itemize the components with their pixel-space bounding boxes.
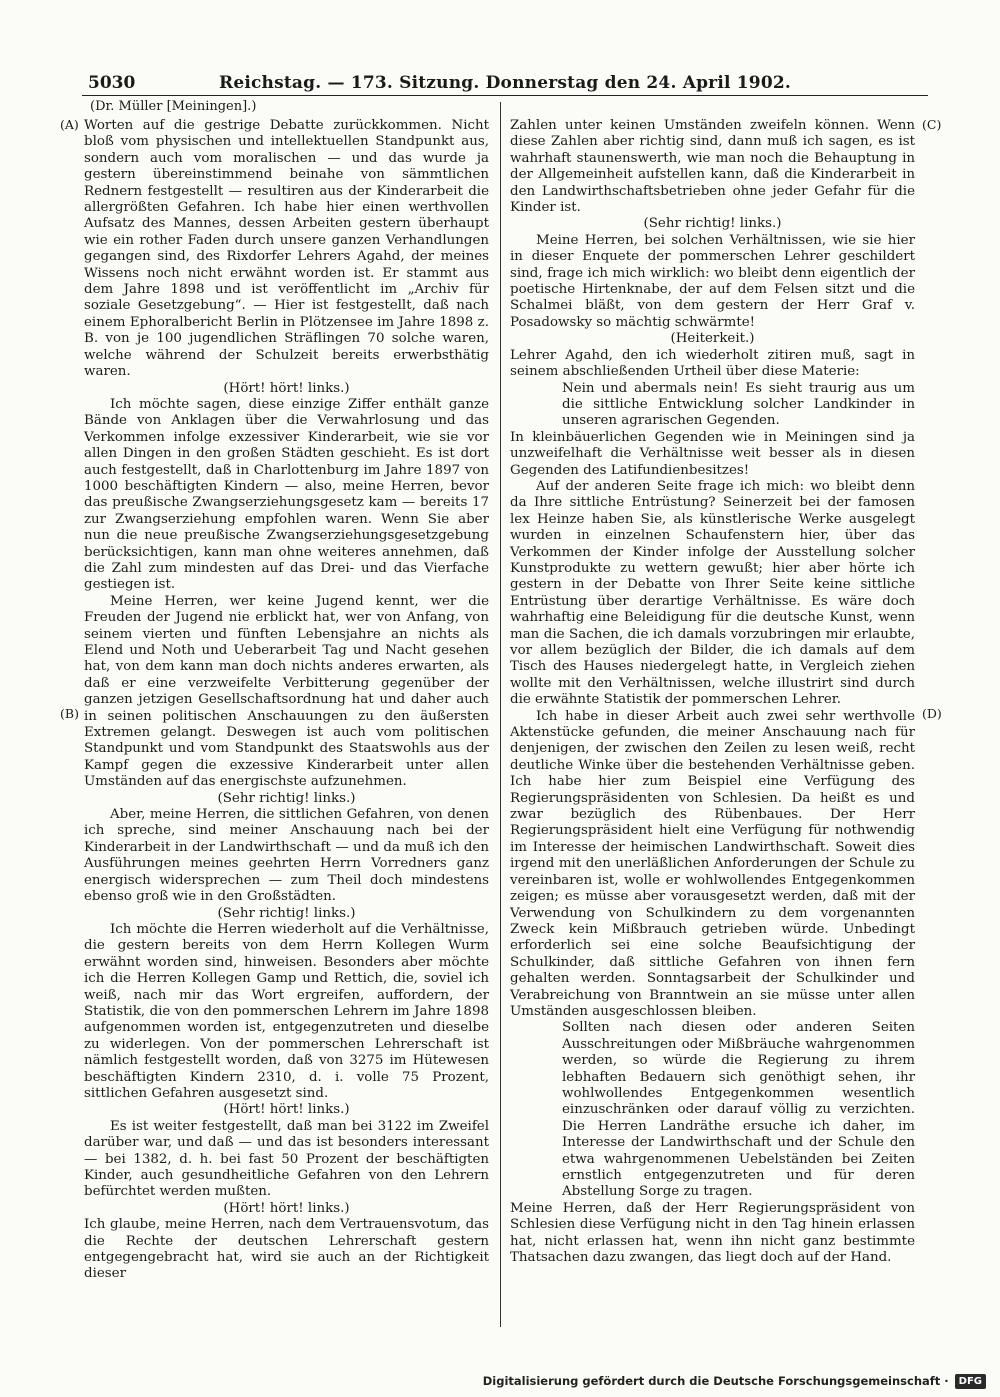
- paragraph: Ich möchte sagen, diese einzige Ziffer enthält ganze Bände von Anklagen über die Verwahrlosung und das Verkommen infolge exzessiver Kinderarbeit, wie sie vor allen Dingen in den großen Städten geschieht. Es ist dort auch festgestellt, daß in Charlottenburg im Jahre 1897 von 1000 beschäftigten Kindern — also, meine Herren, bevor das preußische Zwangserziehungsgesetz kam — bereits 17 zur Zwangserziehung empfohlen waren. Wenn Sie aber nun die neue preußische Zwangserziehungsgesetzgebung berücksichtigen, kann man ohne weiteres annehmen, daß die Zahl zum mindesten auf das Drei- und das Vierfache gestiegen ist.: [84, 396, 489, 593]
- paragraph: Meine Herren, wer keine Jugend kennt, wer die Freuden der Jugend nie erblickt hat, wer von Anfang, von seinem vierten und fünften Lebensjahre an nichts als Elend und Noth und Ueberarbeit Tag und Nacht gesehen hat, von dem kann man doch nichts anderes erwarten, als daß er eine verzweifelte Verbitterung gegenüber der ganzen jetzigen Gesellschaftsordnung hat und daher auch in seinen politischen Anschauungen zu den äußersten Extremen gelangt. Deswegen ist auch vom politischen Standpunkt und vom Standpunkt des Staatswohls aus der Kampf gegen die exzessive Kinderarbeit unter allen Umständen auf das energischste aufzunehmen.: [84, 593, 489, 790]
- interjection: (Sehr richtig! links.): [217, 905, 356, 921]
- margin-marker-a: (A): [60, 117, 79, 132]
- interjection: (Hört! hört! links.): [223, 380, 350, 396]
- dfg-logo: DFG: [955, 1374, 986, 1389]
- paragraph: Ich habe in dieser Arbeit auch zwei sehr werthvolle Aktenstücke gefunden, die meiner Anschauung nach für denjenigen, der zwischen den Zeilen zu lesen weiß, recht deutliche Winke über die bestehenden Verhältnisse geben. Ich habe hier zum Beispiel eine Verfügung des Regierungspräsidenten von Schlesien. Da heißt es und zwar bezüglich des Rübenbaues. Der Herr Regierungspräsident hielt eine Verfügung für nothwendig im Interesse der heimischen Landwirthschaft. Soweit dies irgend mit den unerläßlichen Anforderungen der Schule zu vereinbaren ist, wolle er wohlwollendes Entgegenkommen zeigen; es müsse aber vorausgesetzt werden, daß mit der Verwendung von Schulkindern zu dem vorgenannten Zweck kein Mißbrauch getrieben würde. Unbedingt erforderlich sei eine solche Beaufsichtigung der Schulkinder, daß sittliche Gefahren von ihnen fern gehalten werden. Sonntagsarbeit der Schulkinder und Verabreichung von Branntwein an sie müsse unter allen Umständen ausgeschlossen bleiben.: [510, 708, 915, 1019]
- footer-text: Digitalisierung gefördert durch die Deutsche Forschungsgemeinschaft ·: [482, 1374, 949, 1388]
- paragraph: Worten auf die gestrige Debatte zurückkommen. Nicht bloß vom physischen und intellektuellen Standpunkt aus, sondern auch vom moralischen — und das wurde ja gestern übereinstimmend beinahe von sämmtlichen Rednern festgestellt — resultiren aus der Kinderarbeit die allergrößten Gefahren. Ich habe hier einen werthvollen Aufsatz des Mannes, dessen Arbeiten gestern überhaupt wie ein rother Faden durch unsere ganzen Verhandlungen gegangen sind, des Rixdorfer Lehrers Agahd, der meines Wissens noch nicht erwähnt worden ist. Er stammt aus dem Jahre 1898 und ist veröffentlicht im „Archiv für soziale Gesetzgebung“. — Hier ist festgestellt, daß nach einem Ephoralbericht Berlin in Plötzensee im Jahre 1898 z. B. von je 100 jugendlichen Sträflingen 70 solche waren, welche während der Schulzeit bereits erwerbsthätig waren.: [84, 118, 489, 380]
- interjection: (Sehr richtig! links.): [643, 216, 782, 232]
- paragraph: Aber, meine Herren, die sittlichen Gefahren, von denen ich spreche, sind meiner Anschauung nach bei der Kinderarbeit in der Landwirthschaft — und da muß ich den Ausführungen meines geehrten Herrn Vorredners ganz energisch widersprechen — zum Theil doch mindestens ebenso groß wie in den Großstädten.: [84, 807, 489, 905]
- speaker-line: (Dr. Müller [Meiningen].): [90, 99, 257, 114]
- page-number: 5030: [88, 73, 136, 93]
- right-column: [510, 118, 915, 1266]
- interjection: (Hört! hört! links.): [223, 1102, 350, 1118]
- column-divider: [500, 102, 501, 1327]
- interjection: (Hört! hört! links.): [223, 1200, 350, 1216]
- margin-marker-d: (D): [922, 706, 942, 721]
- paragraph: Zahlen unter keinen Umständen zweifeln können. Wenn diese Zahlen aber richtig sind, dann muß ich sagen, es ist wahrhaft staunenswerth, wie man noch die Behauptung in der Allgemeinheit aufstellen kann, daß die Kinderarbeit in den Landwirthschaftsbetrieben ohne jeder Gefahr für die Kinder ist.: [510, 118, 915, 216]
- paragraph: Auf der anderen Seite frage ich mich: wo bleibt denn da Ihre sittliche Entrüstung? Seinerzeit bei der famosen lex Heinze haben Sie, als künstlerische Werke ausgelegt wurden in einzelnen Schaufenstern hier, über das Verkommen der Kinder infolge der Ausstellung solcher Kunstprodukte zu wettern gewußt; hier aber hörte ich gestern in der Debatte von Ihrer Seite keine sittliche Entrüstung über derartige Verhältnisse. Es wäre doch wahrhaftig eine Beleidigung für die deutsche Kunst, wenn man die Sachen, die ich damals vorzubringen mir erlaubte, vor allem bezüglich der Bilder, die ich damals auf dem Tisch des Hauses niedergelegt hatte, in Vergleich ziehen wollte mit den Verhältnissen, welche illustrirt sind durch die erwähnte Statistik der pommerschen Lehrer.: [510, 478, 915, 708]
- interjection: (Heiterkeit.): [670, 331, 755, 347]
- left-column: [84, 118, 489, 1283]
- paragraph: Es ist weiter festgestellt, daß man bei 3122 im Zweifel darüber war, und daß — und das ist besonders interessant — bei 1382, d. h. bei fast 50 Prozent der beschäftigten Kinder, auch gesundheitliche Gefahren von den Lehrern befürchtet werden mußten.: [84, 1118, 489, 1200]
- margin-marker-c: (C): [922, 117, 942, 132]
- margin-marker-b: (B): [60, 706, 79, 721]
- paragraph: Ich möchte die Herren wiederholt auf die Verhältnisse, die gestern bereits von dem Herrn Kollegen Wurm erwähnt worden sind, hinweisen. Besonders aber möchte ich die Herren Kollegen Gamp und Rettich, die, soviel ich weiß, nach mir das Wort ergreifen, auffordern, der Statistik, die von den pommerschen Lehrern im Jahre 1898 aufgenommen worden ist, entgegenzutreten und dieselbe zu widerlegen. Von der pommerschen Lehrerschaft ist nämlich festgestellt worden, daß von 3275 im Hütewesen beschäftigten Kindern 2310, d. i. volle 75 Prozent, sittlichen Gefahren ausgesetzt sind.: [84, 921, 489, 1101]
- interjection: (Sehr richtig! links.): [217, 790, 356, 806]
- paragraph: Meine Herren, bei solchen Verhältnissen, wie sie hier in dieser Enquete der pommerschen Lehrer geschildert sind, frage ich mich wirklich: wo bleibt denn eigentlich der poetische Hirtenknabe, der auf dem Felsen sitzt und die Schalmei bläßt, von dem gestern der Herr Graf v. Posadowsky so mächtig schwärmte!: [510, 232, 915, 330]
- block-quote: Sollten nach diesen oder anderen Seiten Ausschreitungen oder Mißbräuche wahrgenommen werden, so würde die Regierung zu ihrem lebhaften Bedauern sich genöthigt sehen, ihr wohlwollendes Entgegenkommen wesentlich einzuschränken oder darauf völlig zu verzichten. Die Herren Landräthe ersuche ich daher, im Interesse der Landwirthschaft und der Schule den etwa wahrgenommenen Uebelständen bei Zeiten ernstlich entgegenzutreten und für deren Abstellung Sorge zu tragen.: [562, 1020, 915, 1200]
- block-quote: Nein und abermals nein! Es sieht traurig aus um die sittliche Entwicklung solcher Landkinder in unseren agrarischen Gegenden.: [562, 380, 915, 429]
- paragraph: Lehrer Agahd, den ich wiederholt zitiren muß, sagt in seinem abschließenden Urtheil über diese Materie:: [510, 347, 915, 380]
- paragraph: In kleinbäuerlichen Gegenden wie in Meiningen sind ja unzweifelhaft die Verhältnisse weit besser als in diesen Gegenden des Latifundienbesitzes!: [510, 429, 915, 478]
- page-header: [82, 73, 928, 96]
- page-title: Reichstag. — 173. Sitzung. Donnerstag den 24. April 1902.: [219, 73, 791, 93]
- paragraph: Meine Herren, daß der Herr Regierungspräsident von Schlesien diese Verfügung nicht in den Tag hinein erlassen hat, nicht erlassen hat, wenn ihn nicht ganz bestimmte Thatsachen dazu zwangen, das liegt doch auf der Hand.: [510, 1200, 915, 1266]
- paragraph: Ich glaube, meine Herren, nach dem Vertrauensvotum, das die Rechte der deutschen Lehrerschaft gestern entgegengebracht hat, wird sie auch an der Richtigkeit dieser: [84, 1217, 489, 1282]
- footer: [483, 1371, 986, 1391]
